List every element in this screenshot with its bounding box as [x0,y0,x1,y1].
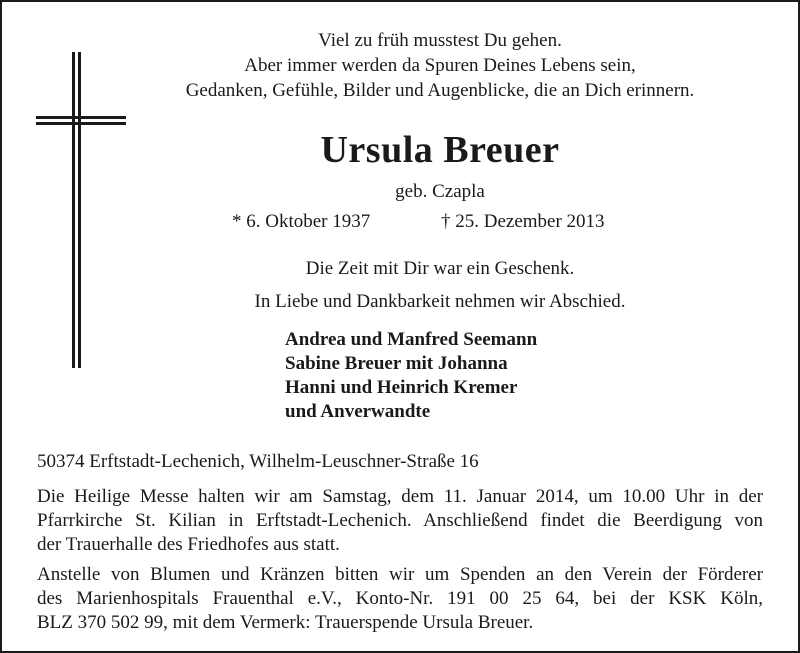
mourner-name: Andrea und Manfred Seemann [285,329,538,350]
mourner-name: Sabine Breuer mit Johanna [285,353,508,374]
poem-line: Viel zu früh musstest Du gehen. [318,30,562,51]
cross-icon [0,0,140,380]
birth-name: geb. Czapla [395,181,485,202]
mourner-name: Hanni und Heinrich Kremer [285,377,518,398]
mass-notice [37,485,763,557]
text-line: Pfarrkirche St. Kilian in Erftstadt-Lechenich. Anschließend findet die Beerdigung von [37,510,763,531]
text-line: der Trauerhalle des Friedhofes aus statt. [37,534,340,555]
text-line: BLZ 370 502 99, mit dem Vermerk: Trauerspende Ursula Breuer. [37,612,534,633]
deceased-name: Ursula Breuer [320,129,560,171]
quote-line: In Liebe und Dankbarkeit nehmen wir Abschied. [254,291,626,312]
poem-line: Aber immer werden da Spuren Deines Lebens sein, [244,55,636,76]
address: 50374 Erftstadt-Lechenich, Wilhelm-Leuschner-Straße 16 [37,451,479,472]
mourners-list [285,328,537,424]
text-line: Die Heilige Messe halten wir am Samstag, dem 11. Januar 2014, um 10.00 Uhr in der [37,486,763,507]
quote-line: Die Zeit mit Dir war ein Geschenk. [305,258,575,279]
birth-date: * 6. Oktober 1937 [232,211,371,232]
text-line: Anstelle von Blumen und Kränzen bitten wir um Spenden an den Verein der Förderer [37,564,763,585]
poem-line: Gedanken, Gefühle, Bilder und Augenblicke, die an Dich erinnern. [185,80,695,101]
death-date: † 25. Dezember 2013 [441,211,605,232]
donation-notice [37,563,763,635]
poem [120,28,760,103]
text-line: des Marienhospitals Frauenthal e.V., Konto-Nr. 191 00 25 64, bei der KSK Köln, [37,588,763,609]
mourner-name: und Anverwandte [285,401,431,422]
